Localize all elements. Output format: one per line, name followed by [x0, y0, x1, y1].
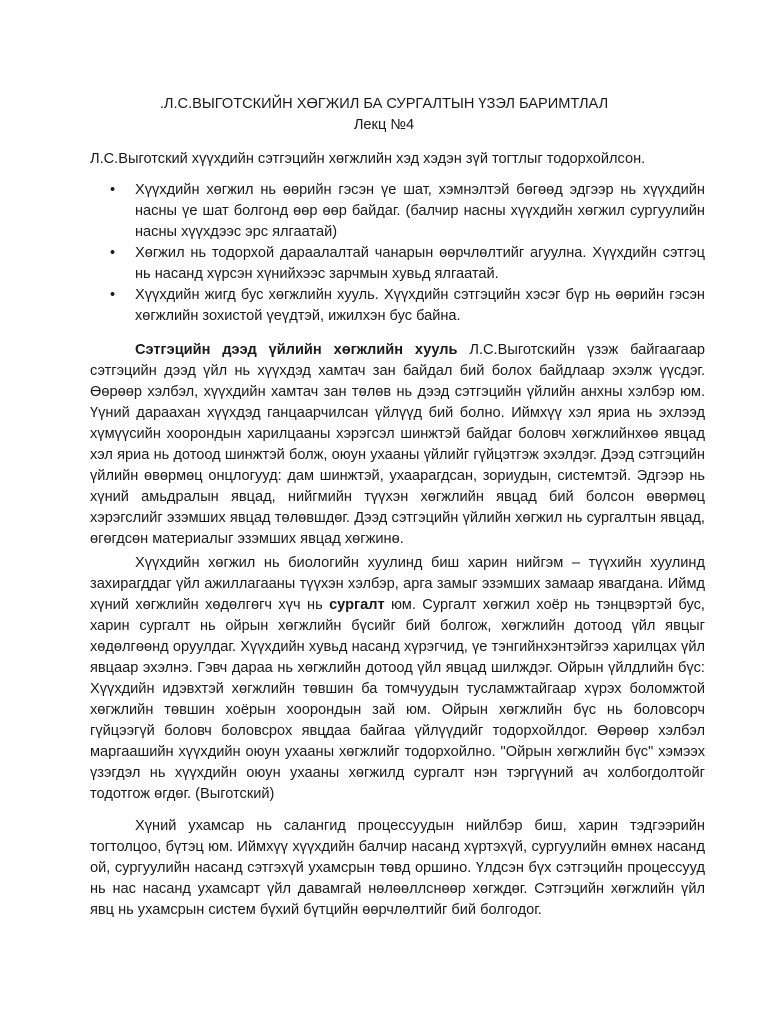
- bullet-icon: •: [110, 245, 116, 261]
- list-item: [90, 180, 705, 243]
- list-item: [90, 285, 705, 327]
- list-item-text: Хүүхдийн жигд бус хөгжлийн хууль. Хүүхдийн сэтгэцийн хэсэг бүр нь өөрийн гэсэн хөгжлийн зохистой үеүдтэй, ижилхэн бус байна.: [135, 287, 705, 324]
- paragraph-text: Л.С.Выготскийн үзэж байгаагаар сэтгэцийн дээд үйл нь хүүхдэд хамтач зан байдал бий болох байдлаар эхэлж үүсдэг. Өөрөөр хэлбэл, хүүхдийн хамтач зан төлөв нь дээд сэтгэцийн үйлийн анхны хэлбэр юм. Үүний дараахан хүүхдэд ганцаарчилсан үйлүүд бий болно. Иймхүү хэл яриа нь эхлээд хүмүүсийн хоорондын харилцааны хэрэгсэл шинжтэй байдаг боловч хөгжлийнхөө явцад хэл яриа нь дотоод шинжтэй болж, оюун ухааны үйлийг гүйцэтгэж эхэлдэг. Дээд сэтгэцийн үйлийн өвөрмөц онцлогууд: дам шинжтэй, ухаарагдсан, зориудын, системтэй. Эдгээр нь хүний амьдралын явцад, нийгмийн түүхэн хөгжлийн явцад бий болсон өвөрмөц хэрэгслийг эзэмших явцад төлөвшдөг. Дээд сэтгэцийн үйлийн хөгжил нь сургалтын явцад, өгөгдсөн материалыг эзэмших явцад хөгжинө.: [90, 342, 705, 547]
- intro-paragraph: Л.С.Выготский хүүхдийн сэтгэцийн хөгжлийн хэд хэдэн зүй тогтлыг тодорхойлсон.: [90, 151, 646, 167]
- list-item-text: Хүүхдийн хөгжил нь өөрийн гэсэн үе шат, хэмнэлтэй бөгөөд эдгээр нь хүүхдийн насны үе шат болгонд өөр өөр байдаг. (балчир насны хүүхдийн хөгжил сургуулийн насны хүүхдээс эрс ялгаатай): [135, 182, 705, 240]
- paragraph-higher-mental-functions: [90, 340, 705, 550]
- paragraph-consciousness: Хүний ухамсар нь салангид процессуудын нийлбэр биш, харин тэдгээрийн тогтолцоо, бүтэц юм. Иймхүү хүүхдийн балчир насанд хүртэхүй, сургуулийн өмнөх насанд ой, сургуулийн насанд сэтгэхүй ухамсрын төвд оршино. Үлдсэн бүх сэтгэцийн процессууд нь нас насанд ухамсарт үйл давамгай нөлөөллснөөр хөгждөг. Сэтгэцийн хөгжлийн үйл явц нь ухамсрын систем бүхий бүтцийн өөрчлөлтийг бий болгодог.: [90, 818, 705, 918]
- list-item: [90, 243, 705, 285]
- document-title: .Л.С.ВЫГОТСКИЙН ХӨГЖИЛ БА СУРГАЛТЫН ҮЗЭЛ БАРИМТЛАЛ: [159, 96, 609, 112]
- bullet-icon: •: [110, 287, 116, 303]
- bold-heading: Сэтгэцийн дээд үйлийн хөгжлийн хууль: [135, 342, 458, 358]
- bullet-icon: •: [110, 182, 116, 198]
- paragraph-learning-development: [90, 553, 705, 805]
- bold-term: сургалт: [329, 597, 385, 613]
- title-block: [0, 94, 768, 136]
- paragraph-text: Хүүхдийн хөгжил нь биологийн хуулинд биш харин нийгэм – түүхийн хуулинд захирагддаг үйл ажиллагааны түүхэн хэлбэр, арга замыг эзэмших замаар явагдана. Иймд хүний хөгжлийн хөдөлгөгч хүч нь: [90, 555, 705, 613]
- paragraph-text: юм. Сургалт хөгжил хоёр нь тэнцвэртэй бус, харин сургалт нь ойрын хөгжлийн бүсийг бий болгож, хөгжлийн дотоод үйл явцыг хөдөлгөөнд оруулдаг. Хүүхдийн хувьд насанд хүрэгчид, үе тэнгийнхэнтэйгээ харилцах үйл явцаар эхэлнэ. Гэвч дараа нь хөгжлийн дотоод үйл явцад шилждэг. Ойрын үйлдлийн бүс: Хүүхдийн идэвхтэй хөгжлийн төвшин ба томчуудын тусламжтайгаар хүрэх боломжтой хөгжлийн төвшин хоёрын хоорондын зай юм. Ойрын хөгжлийн бүс нь боловсорч гүйцээгүй боловч боловсрох явцдаа байгаа үйлүүдийг тодорхойлдог. Өөрөөр хэлбэл маргаашийн хүүхдийн оюун ухааны хөгжлийг тодорхойлно. "Ойрын хөгжлийн бүс" хэмээх үзэгдэл нь хүүхдийн оюун ухааны хөгжилд сургалт нэн тэргүүний ач холбогдолтойг тодотгож өгдөг. (Выготский): [90, 597, 705, 802]
- list-item-text: Хөгжил нь тодорхой дараалалтай чанарын өөрчлөлтийг агуулна. Хүүхдийн сэтгэц нь насанд хүрсэн хүнийхээс зарчмын хувьд ялгаатай.: [135, 245, 705, 282]
- bullet-list: [90, 180, 705, 327]
- document-subtitle: Лекц №4: [353, 117, 415, 133]
